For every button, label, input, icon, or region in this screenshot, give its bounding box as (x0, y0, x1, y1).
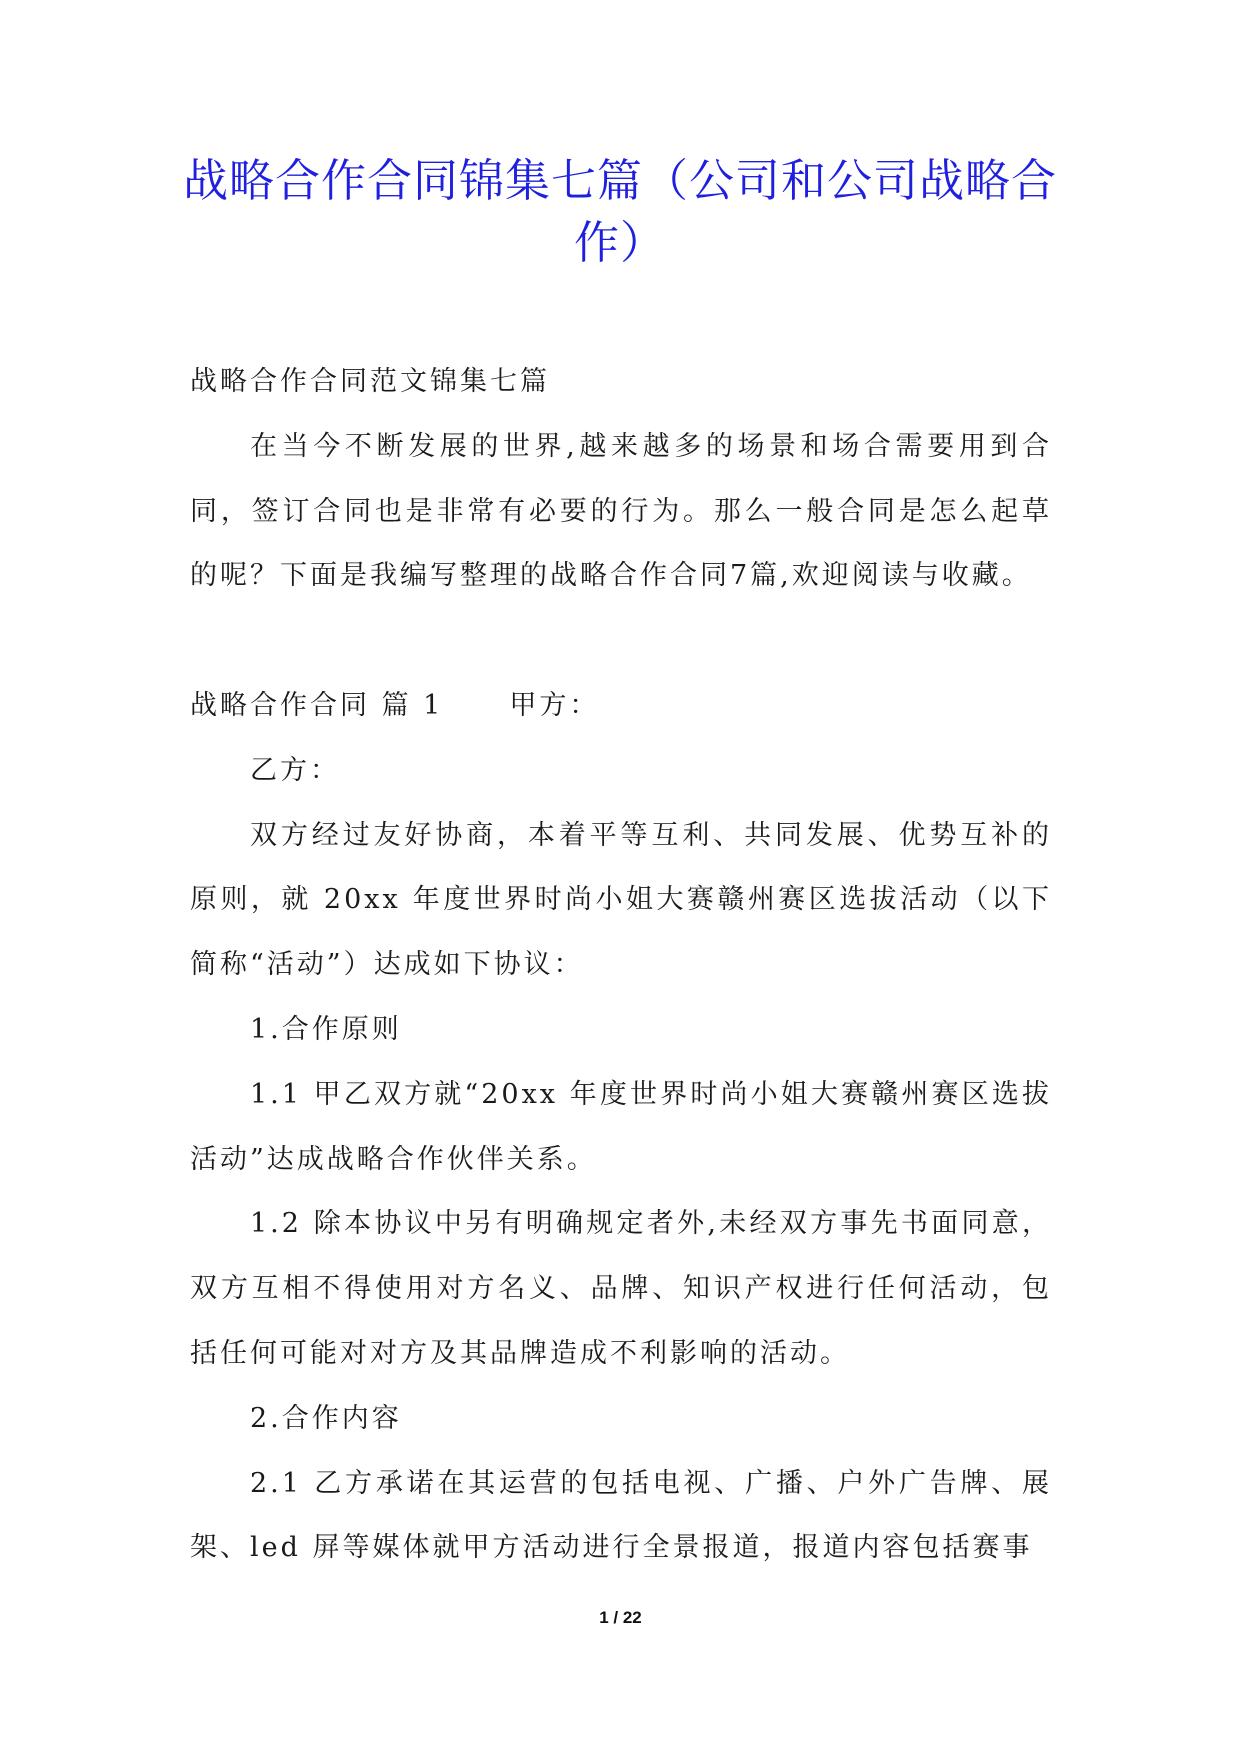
paragraph-gap (190, 609, 1052, 674)
clause-1-2: 1.2 除本协议中另有明确规定者外,未经双方事先书面同意，双方互相不得使用对方名义、品牌、知识产权进行任何活动，包括任何可能对对方及其品牌造成不利影响的活动。 (190, 1208, 1052, 1369)
clause-2-heading: 2.合作内容 (250, 1402, 402, 1434)
section-title: 战略合作合同 篇 1 (190, 689, 444, 721)
preamble-paragraph: 双方经过友好协商，本着平等互利、共同发展、优势互补的原则，就 20xx 年度世界时尚小姐大赛赣州赛区选拔活动（以下简称“活动”）达成如下协议： (190, 819, 1052, 981)
party-b-label: 乙方： (250, 754, 340, 786)
clause-2-1: 2.1 乙方承诺在其运营的包括电视、广播、户外广告牌、展架、led 屏等媒体就甲方活动进行全景报道，报道内容包括赛事 (190, 1467, 1052, 1564)
intro-paragraph: 在当今不断发展的世界,越来越多的场景和场合需要用到合同，签订合同也是非常有必要的行为。那么一般合同是怎么起草的呢？下面是我编写整理的战略合作合同7篇,欢迎阅读与收藏。 (190, 430, 1052, 592)
document-body (190, 350, 1052, 1581)
clause-1-1: 1.1 甲乙双方就“20xx 年度世界时尚小姐大赛赣州赛区选拔活动”达成战略合作伙伴关系。 (190, 1078, 1052, 1175)
clause-1-heading: 1.合作原则 (250, 1013, 402, 1045)
party-a-label: 甲方： (509, 689, 600, 721)
section-heading (190, 674, 1052, 739)
subtitle: 战略合作合同范文锦集七篇 (190, 366, 550, 397)
document-title: 战略合作合同锦集七篇（公司和公司战略合作） (182, 154, 1057, 269)
page-number: 1 / 22 (599, 1608, 642, 1627)
